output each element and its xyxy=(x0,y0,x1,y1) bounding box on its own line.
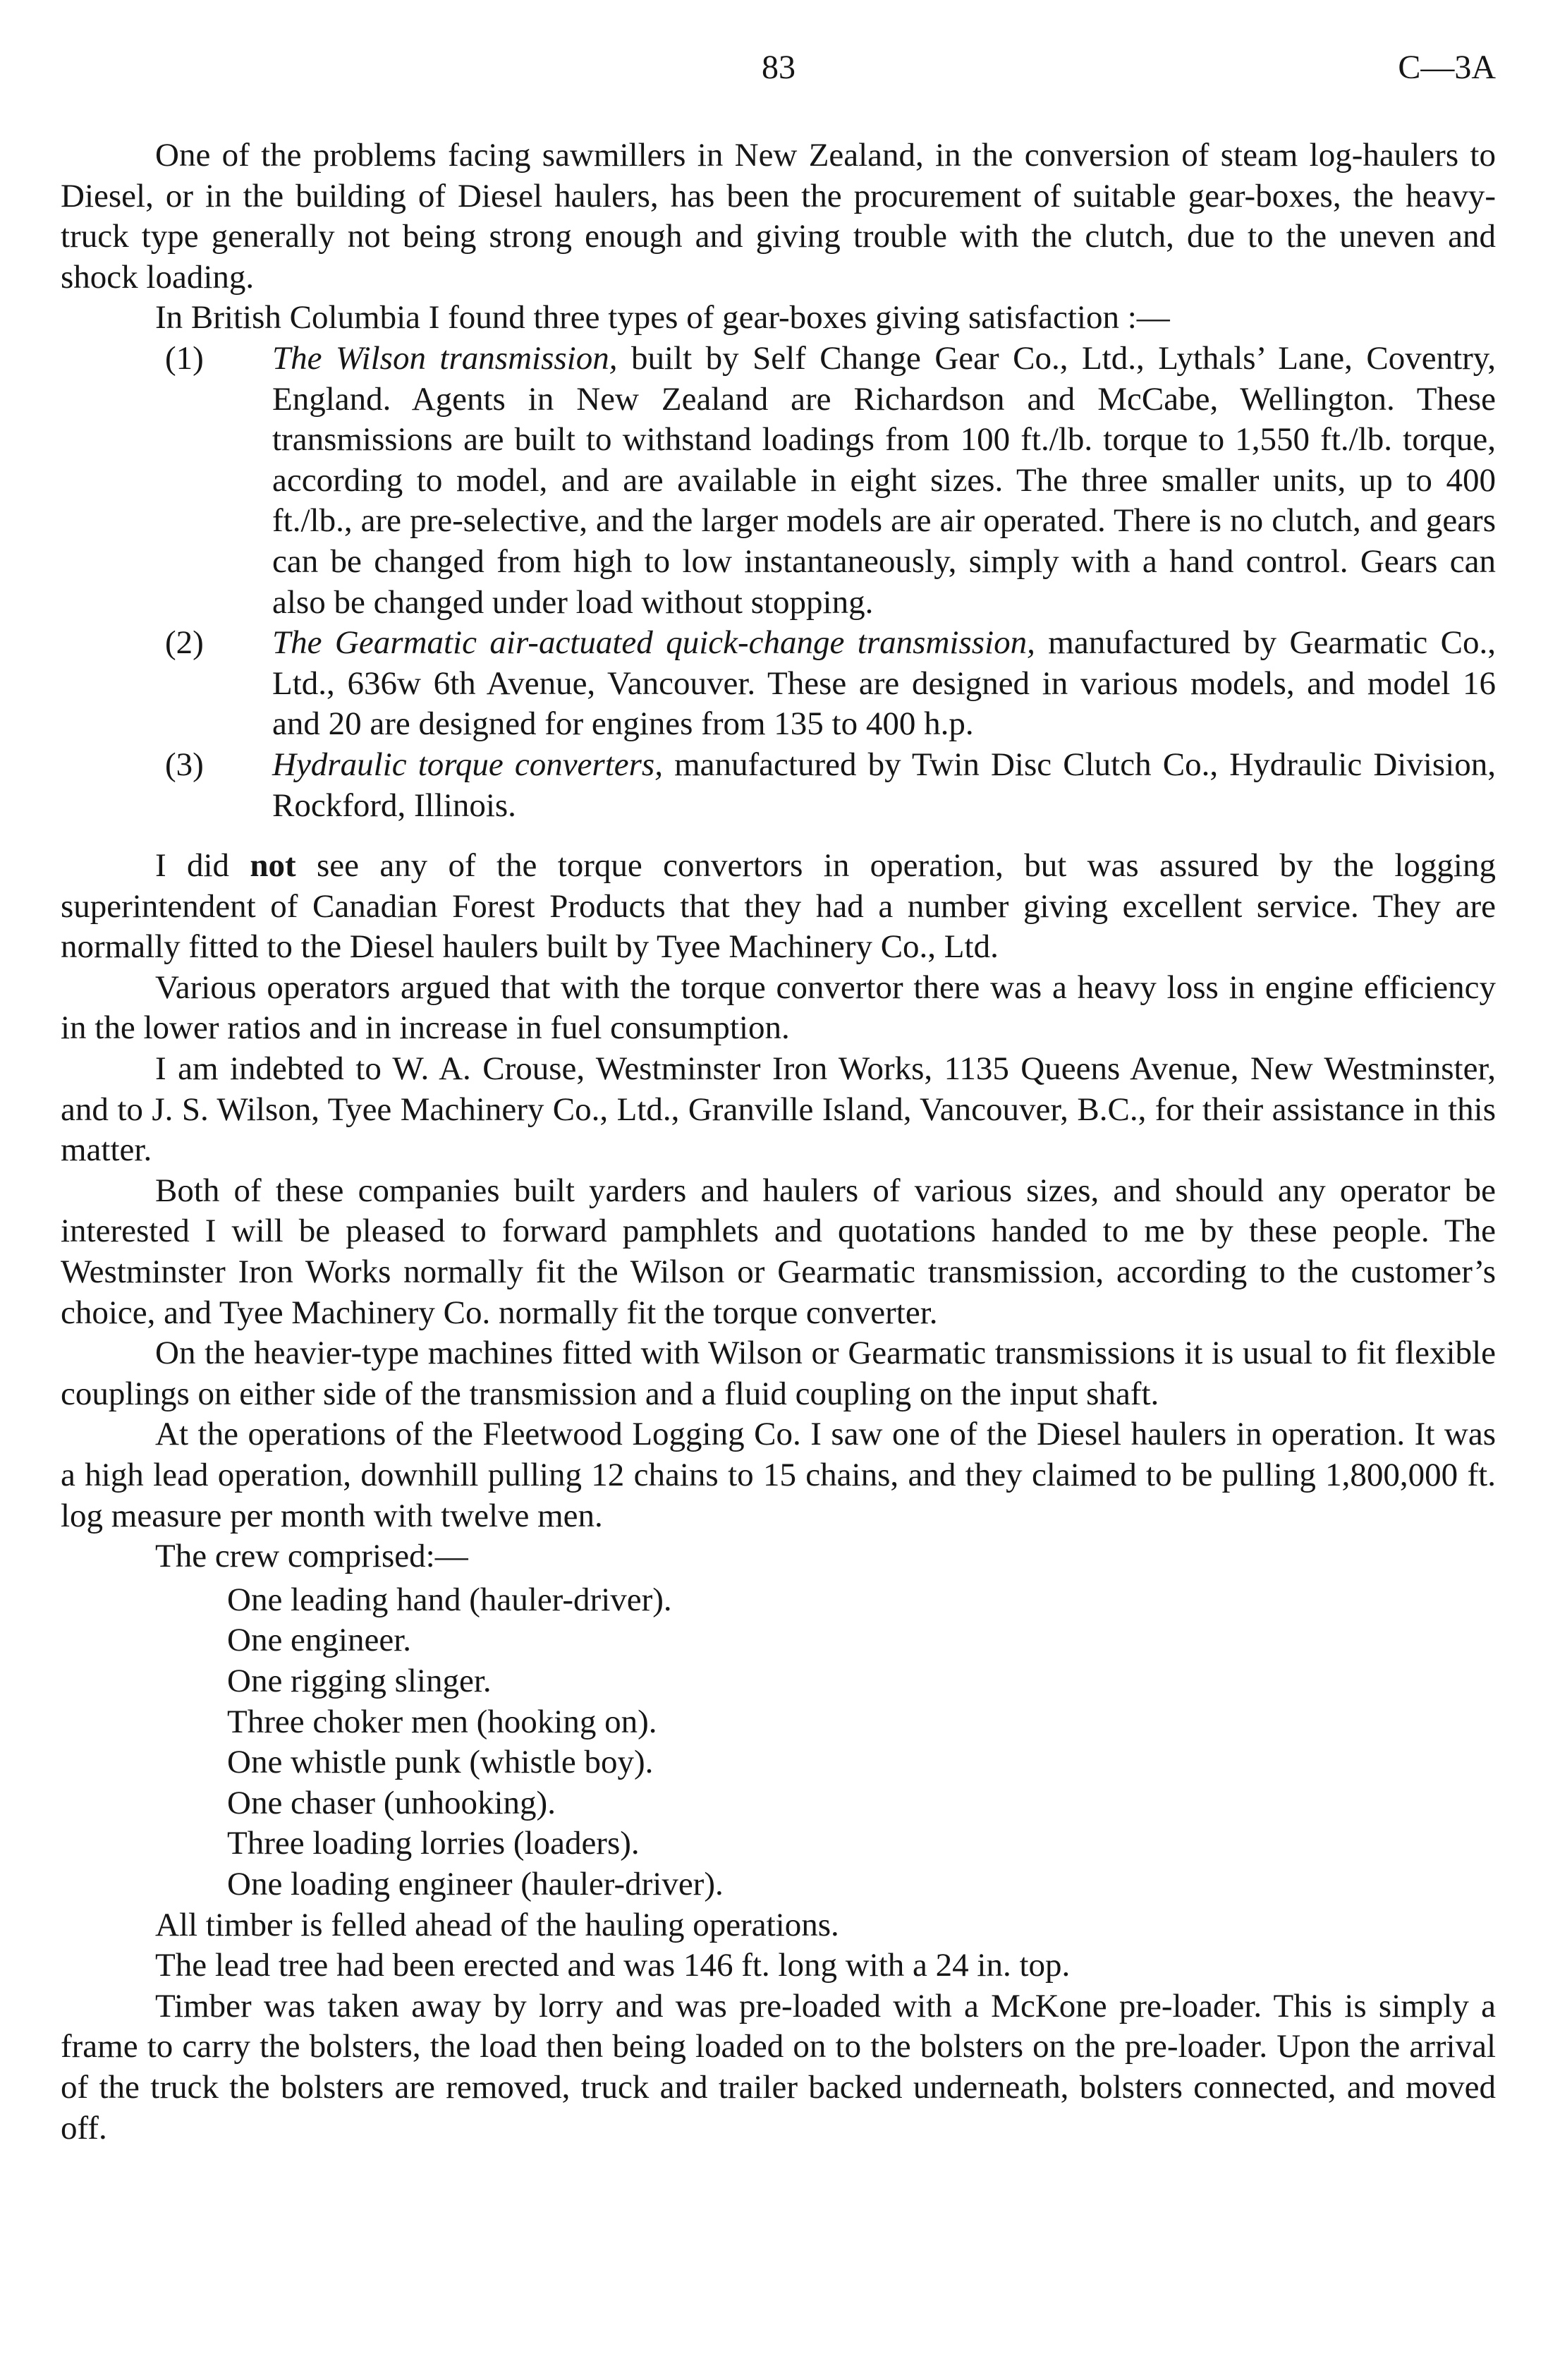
document-body xyxy=(61,135,1496,2149)
paragraph-acknowledgement: I am indebted to W. A. Crouse, Westminster Iron Works, 1135 Queens Avenue, New Westminster, and to J. S. Wilson, Tyee Machinery Co., Ltd., Granville Island, Vancouver, B.C., for their assistance in this matter. xyxy=(61,1050,1496,1169)
gearbox-item-number: (3) xyxy=(165,746,204,783)
gearbox-item-text: built by Self Change Gear Co., Ltd., Lythals’ Lane, Coventry, England. Agents in New Zealand are Richardson and McCabe, Wellington. These transmissions are built to withstand loadings from 100 ft./lb. torque to 1,550 ft./lb. torque, according to model, and are available in eight sizes. The three smaller units, up to 400 ft./lb., are pre-selective, and the larger models are air operated. There is no clutch, and gears can be changed from high to low instantaneously, simply with a hand control. Gears can also be changed under load without stopping. xyxy=(272,339,1497,621)
gearbox-item-name: The Wilson transmission, xyxy=(272,339,618,377)
gearbox-list xyxy=(61,339,1496,826)
gearbox-item-name: Hydraulic torque converters, xyxy=(272,746,663,783)
crew-list-item: One engineer. xyxy=(227,1622,412,1659)
bold-word: not xyxy=(250,847,296,885)
gearbox-item-gearmatic xyxy=(61,623,1496,745)
crew-list-item: One rigging slinger. xyxy=(227,1662,492,1699)
paragraph-text: see any of the torque convertors in operation, but was assured by the logging superintendent of Canadian Forest Products that they had a number giving excellent service. They are normally fitted to the Diesel haulers built by Tyee Machinery Co., Ltd. xyxy=(61,847,1496,966)
section-code: C—3A xyxy=(1398,49,1496,86)
page-number: 83 xyxy=(762,49,796,86)
paragraph-torque-convertors xyxy=(61,846,1496,968)
paragraph-gearbox-problem: One of the problems facing sawmillers in New Zealand, in the conversion of steam log-haulers to Diesel, or in the building of Diesel haulers, has been the procurement of suitable gear-boxes, the heavy-truck type generally not being strong enough and giving trouble with the clutch, due to the uneven and shock loading. xyxy=(61,137,1496,296)
paragraph-engine-efficiency: Various operators argued that with the torque convertor there was a heavy loss in engine efficiency in the lower ratios and in increase in fuel consumption. xyxy=(61,969,1496,1047)
gearbox-item-text: manufactured by Twin Disc Clutch Co., Hydraulic Division, Rockford, Illinois. xyxy=(272,746,1496,824)
gearbox-item-number: (2) xyxy=(165,624,204,662)
gearbox-item-number: (1) xyxy=(165,339,204,377)
paragraph-text: I did xyxy=(155,847,250,885)
gearbox-item-name: The Gearmatic air-actuated quick-change transmission, xyxy=(272,624,1035,662)
gearbox-item-hydraulic xyxy=(61,745,1496,826)
paragraph-british-columbia: In British Columbia I found three types of gear-boxes giving satisfaction :— xyxy=(155,299,1170,336)
crew-list xyxy=(61,1580,1496,1905)
paragraph-couplings: On the heavier-type machines fitted with Wilson or Gearmatic transmissions it is usual to fit flexible couplings on either side of the transmission and a fluid coupling on the input shaft. xyxy=(61,1335,1496,1412)
paragraph-felling: All timber is felled ahead of the hauling operations. xyxy=(155,1906,839,1943)
crew-list-item: One whistle punk (whistle boy). xyxy=(227,1744,654,1781)
paragraph-crew-intro: The crew comprised:— xyxy=(155,1538,468,1575)
paragraph-companies: Both of these companies built yarders and haulers of various sizes, and should any operator be interested I will be pleased to forward pamphlets and quotations handed to me by these people. The Westminster Iron Works normally fit the Wilson or Gearmatic transmission, according to the customer’s choice, and Tyee Machinery Co. normally fit the torque converter. xyxy=(61,1172,1496,1331)
gearbox-item-wilson xyxy=(61,339,1496,623)
paragraph-lead-tree: The lead tree had been erected and was 146 ft. long with a 24 in. top. xyxy=(155,1947,1071,1984)
crew-list-item: Three choker men (hooking on). xyxy=(227,1703,657,1740)
crew-list-item: One chaser (unhooking). xyxy=(227,1784,556,1821)
paragraph-fleetwood: At the operations of the Fleetwood Logging Co. I saw one of the Diesel haulers in operation. It was a high lead operation, downhill pulling 12 chains to 15 chains, and they claimed to be pulling 1,800,000 ft. log measure per month with twelve men. xyxy=(61,1416,1496,1534)
crew-list-item: One leading hand (hauler-driver). xyxy=(227,1581,672,1618)
paragraph-preloader: Timber was taken away by lorry and was pre-loaded with a McKone pre-loader. This is simply a frame to carry the bolsters, the load then being loaded on to the bolsters on the pre-loader. Upon the arrival of the truck the bolsters are removed, truck and trailer backed underneath, bolsters connected, and moved off. xyxy=(61,1987,1496,2147)
crew-list-item: One loading engineer (hauler-driver). xyxy=(227,1865,724,1902)
gearbox-item-text: manufactured by Gearmatic Co., Ltd., 636w 6th Avenue, Vancouver. These are designed in various models, and model 16 and 20 are designed for engines from 135 to 400 h.p. xyxy=(272,624,1497,743)
crew-list-item: Three loading lorries (loaders). xyxy=(227,1825,640,1862)
